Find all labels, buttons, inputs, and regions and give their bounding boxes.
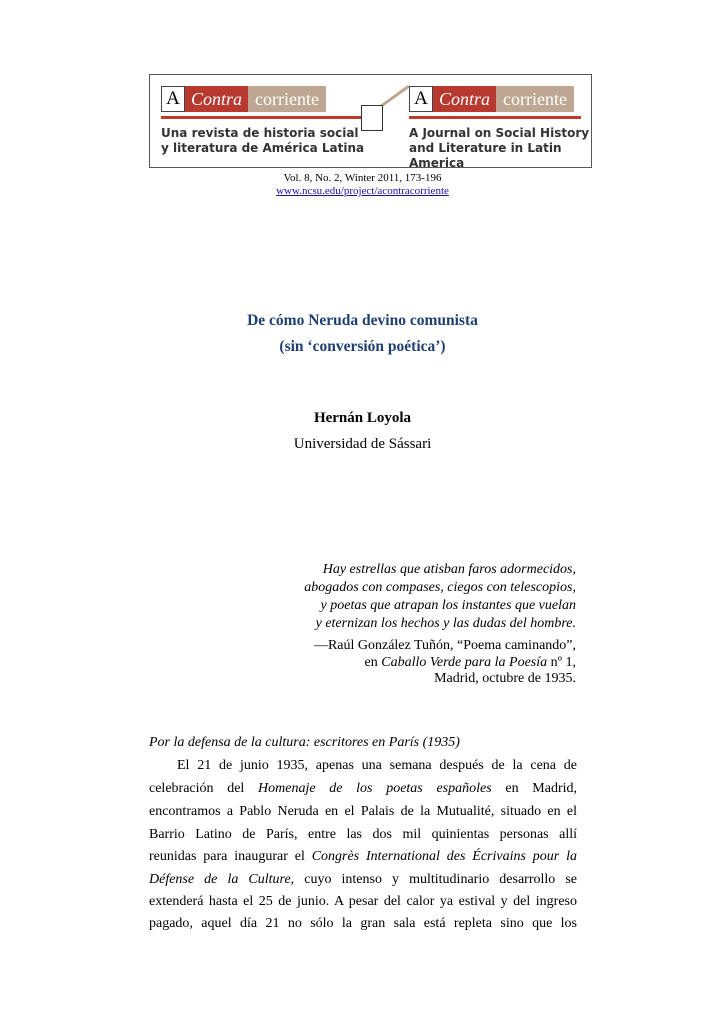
author-affiliation: Universidad de Sássari [293,436,432,452]
body-line: encontramos a Pablo Neruda en el Palais de la Mutualité, situado en el [149,804,577,819]
body-line [149,780,577,798]
logo-letter-a: A [161,86,185,112]
article-title-line2: (sin ‘conversión poética’) [279,338,446,355]
logo-corriente: corriente [248,86,326,112]
banner-square-icon [361,105,383,131]
journal-logo-left [161,86,326,112]
journal-banner [149,74,592,168]
journal-logo-right [409,86,574,112]
tagline-spanish-line2: y literatura de América Latina [161,141,365,155]
body-italic: Homenaje de los poetas españoles [258,781,492,796]
logo-contra: Contra [185,86,248,112]
article-title-line1: De cómo Neruda devino comunista [247,312,478,329]
body-text: reunidas para inaugurar el [149,849,312,864]
section-heading: Por la defensa de la cultura: escritores en París (1935) [149,735,460,750]
tagline-spanish-line1: Una revista de historia social [161,126,359,140]
attr-publication: Caballo Verde para la Poesía [381,655,548,670]
banner-rule-right [409,116,581,119]
volume-info: Vol. 8, No. 2, Winter 2011, 173-196 [283,172,442,184]
attr-text: en [364,655,382,670]
epigraph-line: y eternizan los hechos y las dudas del hombre. [315,616,576,631]
epigraph-line: y poetas que atrapan los instantes que vuelan [320,598,576,613]
body-line: extenderá hasta el 25 de junio. A pesar del calor ya estival y del ingreso [149,894,577,909]
epigraph-line: abogados con compases, ciegos con telescopios, [304,580,576,595]
epigraph-attribution-line3: Madrid, octubre de 1935. [434,671,576,686]
body-text: celebración del [149,781,259,796]
author-name: Hernán Loyola [313,410,412,426]
attr-text: nº 1, [547,655,576,670]
epigraph-line: Hay estrellas que atisban faros adormecidos, [322,562,576,577]
body-italic: Défense de la Culture [149,872,291,887]
body-line: pagado, aquel día 21 no sólo la gran sala está repleta sino que los [149,916,577,931]
body-text: , cuyo intenso y multitudinario desarrollo se [290,872,577,887]
body-line [149,848,577,866]
logo-corriente: corriente [496,86,574,112]
banner-rule-left [161,116,366,119]
body-italic: Congrès International des Écrivains pour la [311,849,577,864]
body-line [149,871,577,889]
tagline-english [409,126,591,171]
tagline-english-line2: and Literature in Latin America [409,141,562,170]
logo-letter-a: A [409,86,433,112]
logo-contra: Contra [433,86,496,112]
journal-url-link[interactable]: www.ncsu.edu/project/acontracorriente [276,185,449,197]
body-line: El 21 de junio 1935, apenas una semana después de la cena de [177,758,577,773]
tagline-spanish [161,126,364,156]
body-text: en Madrid, [491,781,577,796]
tagline-english-line1: A Journal on Social History [409,126,590,140]
body-line: Barrio Latino de París, entre las dos mil quinientas personas allí [149,827,577,842]
epigraph-attribution-line1: —Raúl González Tuñón, “Poema caminando”, [313,638,576,653]
